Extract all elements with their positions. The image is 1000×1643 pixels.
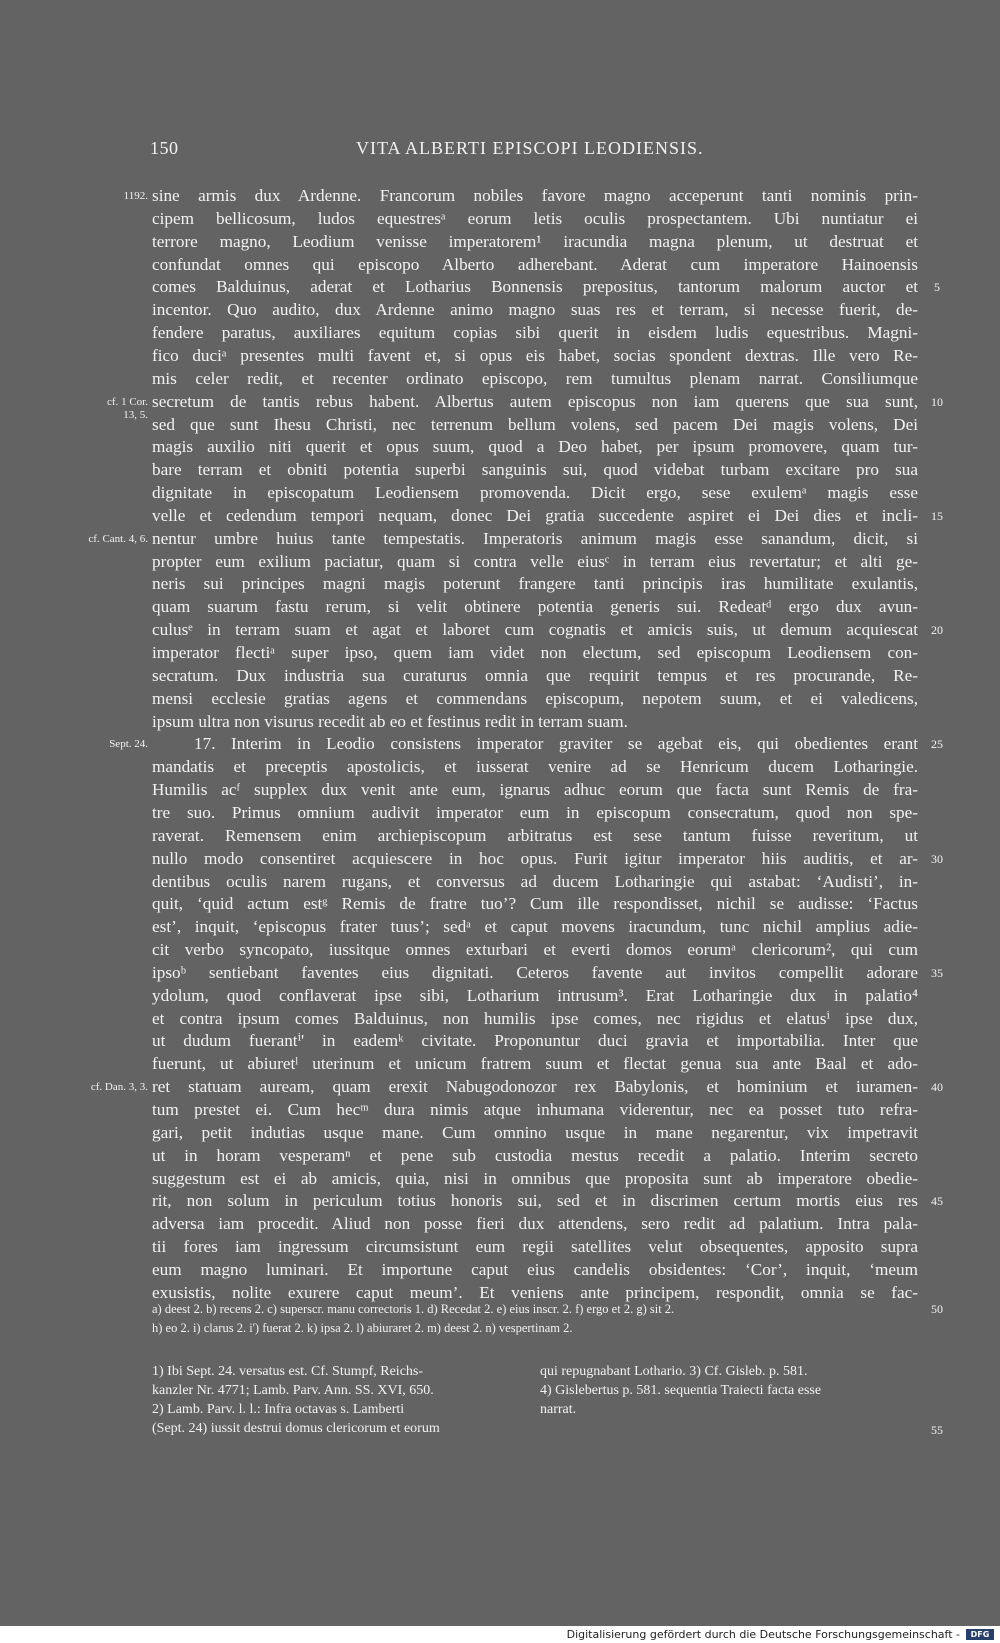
text-line: rit, non solum in periculum totius honoris sui, sed et in discrimen certum mortis eius res — [152, 1191, 918, 1211]
text-line: est’, inquit, ‘episcopus frater tuus’; sedᵃ et caput movens iracundum, tunc nichil amplius adie- — [152, 917, 918, 937]
text-line: nentur umbre huius tante tempestatis. Imperatoris animum magis esse sanandum, dicit, si — [152, 528, 918, 548]
page-header — [150, 138, 920, 164]
text-line: ipsoᵇ sentiebant faventes eius dignitati. Ceteros favente aut invitos compellit adorare — [152, 962, 918, 982]
margin-note: 1192. — [123, 190, 148, 202]
text-line: dignitate in episcopatum Leodiensem promovenda. Dicit ergo, sese exulemᵃ magis esse — [152, 483, 918, 503]
margin-note: cf. 1 Cor. — [107, 395, 148, 408]
apparatus-line: h) eo 2. i) clarus 2. i') fuerat 2. k) ipsa 2. l) abiuraret 2. m) deest 2. n) vespertinam 2. — [152, 1321, 573, 1335]
text-line: fuerunt, ut abiuretˡ uterinum et unicum fratrem suum et flectat genua sua ante Baal et ado- — [152, 1054, 918, 1074]
footnote-line: 1) Ibi Sept. 24. versatus est. Cf. Stumpf, Reichs- — [152, 1364, 424, 1379]
text-line: incentor. Quo audito, dux Ardenne animo magno suas res et terram, si necesse fuerit, de- — [152, 300, 918, 320]
text-line: secratum. Dux industria sua curaturus omnia que requirit tempus et res procurande, Re- — [152, 665, 918, 685]
text-line: secretum de tantis rebus habent. Albertus autem episcopus non iam querens que sua sunt, — [152, 391, 918, 411]
line-number: 10 — [931, 394, 943, 409]
text-line: mensi ecclesie gratias agens et commendans episcopum, nepotem suum, et ei valedicens, — [152, 688, 918, 708]
text-line: adversa iam procedit. Aliud non posse fieri dux attendens, sero redit ad palatium. Intra pala- — [152, 1214, 918, 1234]
text-line: tre suo. Primus omnium audivit imperator eum in episcopum consecratum, quod non spe- — [152, 802, 918, 822]
line-number: 35 — [931, 965, 943, 980]
text-line: quam suarum fastu rerum, si velit obtinere potentia generis sui. Redeatᵈ ergo dux avun- — [152, 597, 918, 617]
text-line: raverat. Remensem enim archiepiscopum arbitratus est sese tantum fuisse reveritum, ut — [152, 825, 918, 845]
line-number: 5 — [934, 280, 940, 295]
text-line: mandatis et preceptis apostolicis, et iusserat venire ad se Henricum ducem Lotharingie. — [152, 757, 918, 777]
running-title: VITA ALBERTI EPISCOPI LEODIENSIS. — [356, 138, 704, 158]
footnote-line: kanzler Nr. 4771; Lamb. Parv. Ann. SS. XVI, 650. — [152, 1383, 434, 1398]
apparatus-line: a) deest 2. b) recens 2. c) superscr. manu correctoris 1. d) Recedat 2. e) eius inscr. 2. f) ergo et 2. g) sit 2. — [152, 1302, 675, 1316]
footnote-line: 2) Lamb. Parv. l. l.: Infra octavas s. Lamberti — [152, 1402, 405, 1417]
text-line: suggestum est ei ab amicis, quia, nisi in omnibus que proposita sunt ab imperatore obedie- — [152, 1168, 918, 1188]
page-number: 150 — [150, 138, 179, 158]
text-line: exusistis, nolite exurere caput meum’. Et veniens ante principem, respondit, omnia se fac- — [152, 1282, 918, 1302]
text-line: velle et cedendum tempori nequam, donec Dei gratia succedente aspiret ei Dei dies et incli- — [152, 505, 918, 525]
text-line: fico duciᵃ presentes multi favent et, si opus eis habet, socias spondent dextras. Ille vero Re- — [152, 345, 918, 365]
footnote-line: qui repugnabant Lothario. 3) Cf. Gisleb. p. 581. — [540, 1364, 808, 1379]
text-line: fendere paratus, auxiliares equitum copias sibi querit in eisdem ludis equestribus. Magni- — [152, 323, 918, 343]
line-number: 50 — [931, 1302, 943, 1316]
text-line: mis celer redit, et recenter ordinato episcopo, rem tumultus plenam narrat. Consiliumque — [152, 368, 918, 388]
text-line: cit verbo syncopato, iussitque omnes exturbari et everti domos eorumᵃ clericorum², qui cum — [152, 940, 918, 960]
text-line: sine armis dux Ardenne. Francorum nobiles favore magno acceperunt tanti nominis prin- — [152, 186, 918, 205]
text-line: ut dudum fuerantⁱ' in eademᵏ civitate. Proponuntur duci gravia et importabilia. Inter que — [152, 1031, 918, 1051]
text-line: tum prestet ei. Cum hecᵐ dura nimis atque inhumana viderentur, nec ea posset tuto refra- — [152, 1100, 918, 1119]
text-line: tii fores iam ingressum circumsistunt eum regii satellites velut obsequentes, apposito supra — [152, 1237, 918, 1257]
margin-note: cf. Cant. 4, 6. — [88, 532, 148, 545]
text-line: terrore magno, Leodium venisse imperatorem¹ iracundia magna plenum, ut destruat et — [152, 231, 918, 251]
text-line: bare terram et obniti potentia superbi sanguinis sui, quod videbat turbam excitare pro sua — [152, 460, 918, 480]
text-line: dentibus oculis narem rugans, et conversus ad ducem Lotharingie qui astabat: ‘Audisti’, in- — [152, 871, 918, 891]
footnotes-left — [152, 1362, 440, 1438]
footnote-line: narrat. — [540, 1402, 577, 1417]
line-number: 15 — [931, 508, 943, 523]
text-line: neris sui principes magni magis poterunt frangere tanti principis iras humilitate exulantis, — [152, 574, 918, 594]
text-line: culusᵉ in terram suam et agat et laboret cum cognatis et amicis suis, ut demum acquiescat — [152, 620, 918, 640]
line-number: 55 — [931, 1423, 943, 1437]
text-line: cipem bellicosum, ludos equestresᵃ eorum letis oculis prospectantem. Ubi nuntiatur ei — [152, 208, 918, 228]
line-number: 30 — [931, 851, 943, 866]
text-line: nullo modo consentiret acquiescere in hoc opus. Furit igitur imperator hiis auditis, et ar- — [152, 848, 918, 868]
text-line: ipsum ultra non visurus recedit ab eo et festinus redit in terram suam. — [152, 711, 628, 731]
text-line: magis auxilio niti querit et opus suum, quod a Deo habet, per ipsum promovere, quam tur- — [152, 437, 918, 457]
text-line: ut in horam vesperamⁿ et pene sub custodia mestus recedit a palatio. Interim secreto — [152, 1145, 918, 1165]
text-line: comes Balduinus, aderat et Lotharius Bonnensis prepositus, tantorum malorum auctor et — [152, 277, 918, 297]
line-number: 40 — [931, 1080, 943, 1095]
footnote-line: (Sept. 24) iussit destrui domus clericorum et eorum — [152, 1421, 440, 1436]
text-line: ydolum, quod conflaverat ipse sibi, Lotharium intrusum³. Erat Lotharingie dux in palatio⁴ — [152, 985, 918, 1005]
text-line: ret statuam auream, quam erexit Nabugodonozor rex Babylonis, et hominium et iuramen- — [152, 1077, 918, 1097]
text-line: gari, petit indutias usque mane. Cum omnino usque in mane negarentur, vix impetravit — [152, 1122, 918, 1142]
footnotes-right — [540, 1362, 821, 1419]
text-line: Humilis acᶠ supplex dux venit ante eum, ignarus adhuc eorum que facta sunt Remis de fra- — [152, 780, 918, 800]
text-line: imperator flectiᵃ super ipso, quem iam videt non electum, sed episcopum Leodiensem con- — [152, 643, 918, 662]
margin-note: 13, 5. — [123, 408, 148, 421]
critical-apparatus — [152, 1300, 918, 1338]
text-line: et contra ipsum comes Balduinus, non humilis ipse comes, nec rigidus et elatusⁱ ipse dux, — [152, 1008, 918, 1028]
line-number: 25 — [931, 737, 943, 752]
digitization-footer — [0, 1626, 1000, 1643]
line-number: 45 — [931, 1194, 943, 1209]
text-line: confundat omnes qui episcopo Alberto adherebant. Aderat cum imperatore Hainoensis — [152, 254, 918, 274]
margin-note: cf. Dan. 3, 3. — [90, 1081, 148, 1094]
footnote-line: 4) Gislebertus p. 581. sequentia Traiecti facta esse — [540, 1383, 822, 1398]
text-line: propter eum exilium paciatur, quam si contra velle eiusᶜ in terram eius revertatur; et alti ge- — [152, 551, 918, 571]
text-line: 17. Interim in Leodio consistens imperator graviter se agebat eis, qui obedientes erant — [194, 734, 918, 754]
text-line: eum magno luminari. Et importune caput eius candelis obsidentes: ‘Cor’, inquit, ‘meum — [152, 1259, 918, 1279]
line-number: 20 — [931, 623, 943, 638]
margin-note: Sept. 24. — [109, 738, 148, 751]
footer-text: Digitalisierung gefördert durch die Deutsche Forschungsgemeinschaft - — [566, 1628, 960, 1641]
text-line: quit, ‘quid actum estᵍ Remis de fratre tuo’? Cum ille respondisset, nichil se audisse: ‘Factus — [152, 894, 918, 914]
dfg-logo: DFG — [966, 1629, 994, 1640]
text-line: sed que sunt Ihesu Christi, nec terrenum bellum volens, sed pacem Dei magis volens, Dei — [152, 414, 918, 434]
